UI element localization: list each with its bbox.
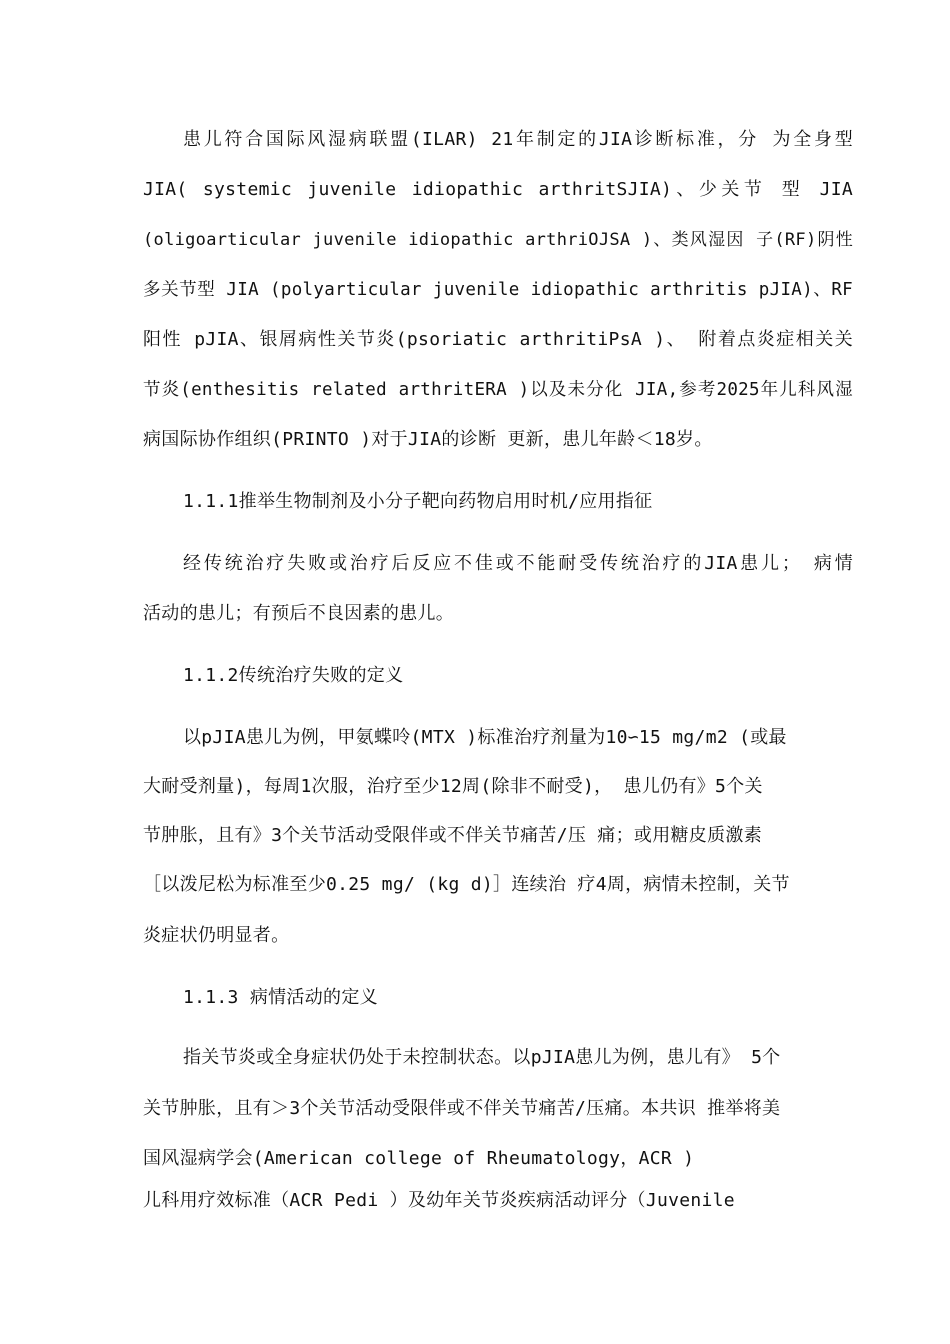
paragraph-line: 阳性 pJIA、银屑病性关节炎(psoriatic arthritiPsA )、 附着点炎症相关关 — [143, 329, 853, 350]
paragraph-line: (oligoarticular juvenile idiopathic arthriOJSA )、类风湿因 子(RF)阴性 — [143, 230, 853, 250]
paragraph-line: 多关节型 JIA (polyarticular juvenile idiopathic arthritis pJIA)、RF — [143, 280, 853, 300]
paragraph-line: 大耐受剂量)，每周1次服，治疗至少12周(除非不耐受)， 患儿仍有》5个关 — [143, 776, 763, 797]
section-heading: 1.1.3 病情活动的定义 — [183, 987, 378, 1008]
section-heading: 1.1.2传统治疗失败的定义 — [183, 665, 404, 686]
paragraph-line: 儿科用疗效标准（ACR Pedi ）及幼年关节炎疾病活动评分（Juvenile — [143, 1190, 735, 1211]
paragraph-line: 经传统治疗失败或治疗后反应不佳或不能耐受传统治疗的JIA患儿； 病情 — [183, 553, 853, 574]
paragraph-line: 活动的患儿；有预后不良因素的患儿。 — [143, 603, 455, 624]
paragraph-line: JIA( systemic juvenile idiopathic arthritSJIA)、少关节 型 JIA — [143, 179, 853, 200]
paragraph-line: 病国际协作组织(PRINTO )对于JIA的诊断 更新，患儿年龄＜18岁。 — [143, 429, 713, 450]
paragraph-line: 节肿胀，且有》3个关节活动受限伴或不伴关节痛苦/压 痛；或用糖皮质激素 — [143, 825, 763, 846]
paragraph-line: 炎症状仍明显者。 — [143, 925, 290, 946]
paragraph-line: 节炎(enthesitis related arthritERA )以及未分化 JIA,参考2025年儿科风湿 — [143, 380, 853, 400]
section-heading: 1.1.1推举生物制剂及小分子靶向药物启用时机/应用指征 — [183, 491, 653, 512]
paragraph-line: 指关节炎或全身症状仍处于未控制状态。以pJIA患儿为例，患儿有》 5个 — [183, 1047, 781, 1068]
paragraph-line: 国风湿病学会(American college of Rheumatology，ACR ) — [143, 1148, 695, 1169]
paragraph-line: 关节肿胀，且有＞3个关节活动受限伴或不伴关节痛苦/压痛。本共识 推举将美 — [143, 1098, 781, 1119]
paragraph-line: 患儿符合国际风湿病联盟(ILAR) 21年制定的JIA诊断标准，分 为全身型 — [183, 129, 853, 150]
paragraph-line: ［以泼尼松为标准至少0.25 mg/ (kg d)］连续治 疗4周，病情未控制，关节 — [143, 874, 790, 895]
paragraph-line: 以pJIA患儿为例，甲氨蝶呤(MTX )标准治疗剂量为10∽15 mg/m2 (或最 — [183, 727, 787, 748]
